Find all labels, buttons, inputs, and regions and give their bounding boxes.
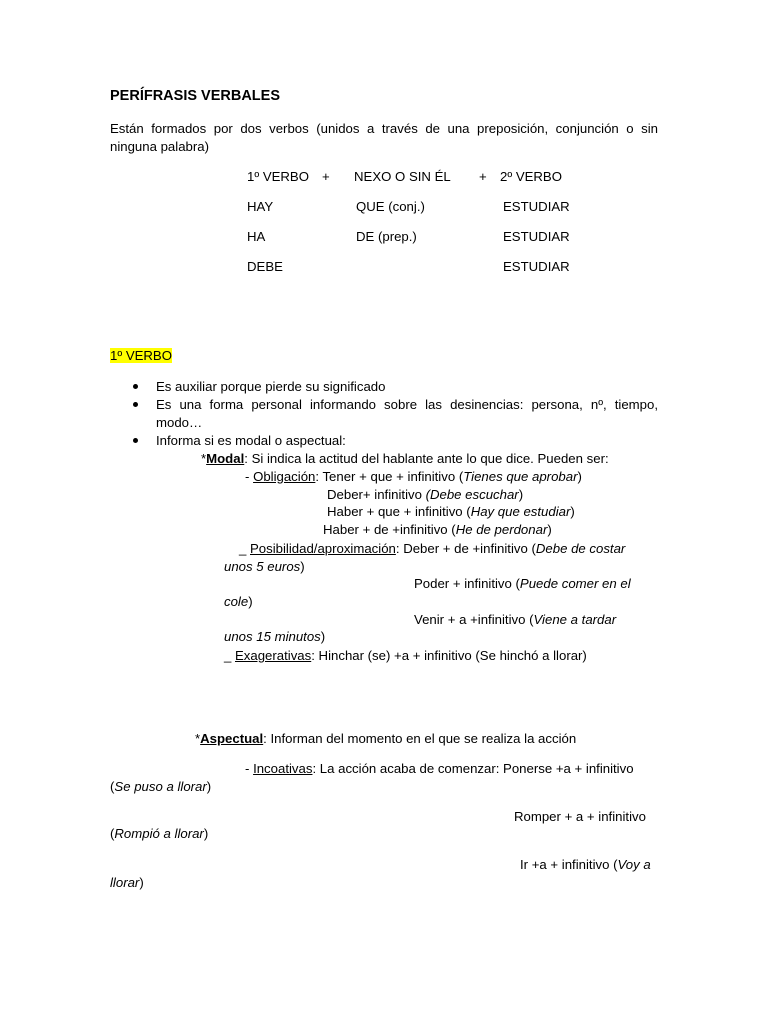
bullet-item-3: Informa si es modal o aspectual:	[156, 433, 346, 448]
bullet-dot-icon	[133, 402, 138, 407]
header-nexo: NEXO O SIN ÉL	[354, 169, 451, 184]
bullet-item-2: Es una forma personal informando sobre las desinencias: persona, nº, tiempo, modo…	[156, 397, 658, 430]
header-first-verb: 1º VERBO	[247, 169, 309, 184]
bullet-item-1: Es auxiliar porque pierde su significado	[156, 379, 386, 394]
obligacion-line-1: - Obligación: Tener + que + infinitivo (Tienes que aprobar)	[245, 469, 582, 484]
exagerativas-label: Exagerativas	[235, 648, 312, 663]
posibilidad-line-3: Venir + a +infinitivo (Viene a tardar	[414, 612, 617, 627]
row-2-verb: HA	[247, 229, 266, 244]
modal-line: *Modal: Si indica la actitud del hablante ante lo que dice. Pueden ser:	[201, 451, 609, 466]
obligacion-line-2: Deber+ infinitivo (Debe escuchar)	[327, 487, 524, 502]
bullet-dot-icon	[133, 438, 138, 443]
section-heading	[110, 347, 172, 364]
page-title: PERÍFRASIS VERBALES	[110, 88, 280, 104]
row-3-second: ESTUDIAR	[503, 259, 570, 274]
row-2-nexo: DE (prep.)	[356, 229, 417, 244]
exagerativas-line: _ Exagerativas: Hinchar (se) +a + infinitivo (Se hinchó a llorar)	[224, 648, 587, 663]
aspectual-line: *Aspectual: Informan del momento en el que se realiza la acción	[195, 731, 577, 746]
row-1-second: ESTUDIAR	[503, 199, 570, 214]
incoativas-example-1: (Se puso a llorar)	[110, 779, 212, 794]
incoativas-line-1: - Incoativas: La acción acaba de comenzar: Ponerse +a + infinitivo	[245, 761, 634, 776]
intro-paragraph: Están formados por dos verbos (unidos a través de una preposición, conjunción o sin ninguna palabra)	[110, 121, 658, 154]
section-heading-text: 1º VERBO	[110, 348, 172, 363]
header-plus-2: +	[479, 169, 487, 184]
posibilidad-line-2b: cole)	[224, 594, 253, 609]
row-3-verb: DEBE	[247, 259, 283, 274]
header-second-verb: 2º VERBO	[500, 169, 562, 184]
posibilidad-line-3b: unos 15 minutos)	[224, 629, 326, 644]
posibilidad-line-1: _ Posibilidad/aproximación: Deber + de +infinitivo (Debe de costar	[239, 541, 626, 556]
aspectual-label: Aspectual	[200, 731, 264, 746]
row-1-nexo: QUE (conj.)	[356, 199, 425, 214]
row-2-second: ESTUDIAR	[503, 229, 570, 244]
obligacion-label: Obligación	[253, 469, 316, 484]
row-1-verb: HAY	[247, 199, 274, 214]
incoativas-line-3: Ir +a + infinitivo (Voy a	[520, 857, 651, 872]
bullet-dot-icon	[133, 384, 138, 389]
obligacion-line-4: Haber + de +infinitivo (He de perdonar)	[323, 522, 552, 537]
incoativas-label: Incoativas	[253, 761, 313, 776]
posibilidad-line-1b: unos 5 euros)	[224, 559, 305, 574]
posibilidad-label: Posibilidad/aproximación	[250, 541, 396, 556]
incoativas-example-3: llorar)	[110, 875, 144, 890]
modal-label: Modal	[206, 451, 245, 466]
incoativas-example-2: (Rompió a llorar)	[110, 826, 209, 841]
obligacion-line-3: Haber + que + infinitivo (Hay que estudiar)	[327, 504, 575, 519]
incoativas-line-2: Romper + a + infinitivo	[514, 809, 646, 824]
header-plus-1: +	[322, 169, 330, 184]
posibilidad-line-2: Poder + infinitivo (Puede comer en el	[414, 576, 631, 591]
